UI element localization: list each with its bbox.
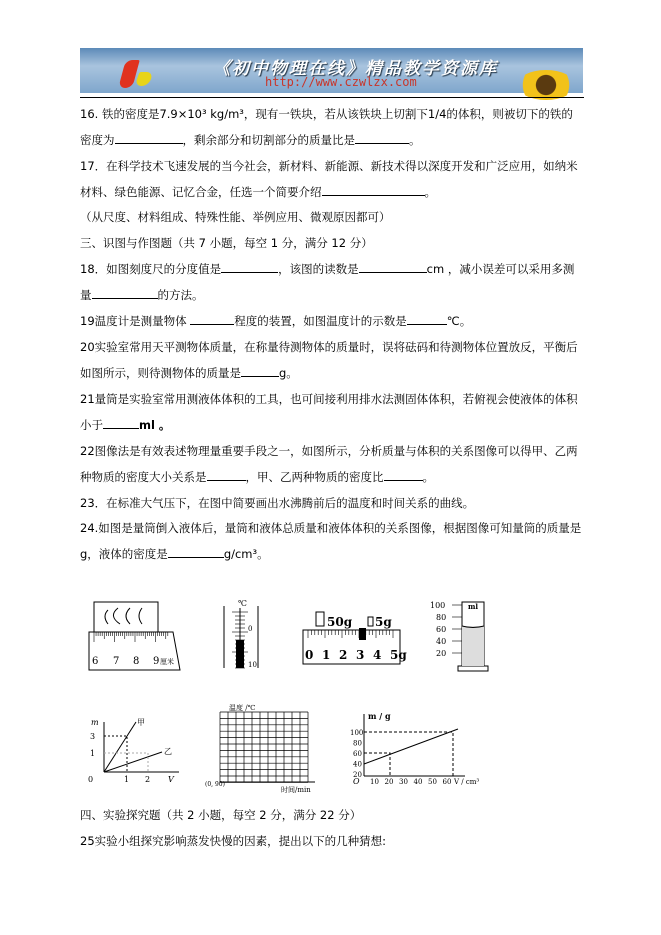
answer-blank[interactable]: [359, 261, 427, 273]
y-axis-label: m / g: [368, 711, 391, 721]
beam-scale: [303, 630, 400, 664]
ruler-figure: [88, 600, 180, 672]
q17-line2: [80, 184, 436, 200]
graduated-cylinder-figure: [430, 598, 494, 674]
sunflower-image: [517, 70, 575, 100]
text: ml 。: [139, 418, 171, 432]
tick-label: 2: [339, 648, 348, 662]
y-tick: 40: [353, 760, 362, 769]
text: 如图所示，则待测物体的质量是: [80, 366, 241, 380]
text: ℃。: [446, 314, 472, 328]
tick-label: 5g: [390, 648, 407, 662]
text: 的方法。: [157, 288, 204, 302]
text: g，液体的密度是: [80, 547, 168, 561]
q25-line: 25实验小组探究影响蒸发快慢的因素，提出以下的几种猜想:: [80, 834, 387, 848]
q20-line2: [80, 365, 298, 381]
answer-blank[interactable]: [207, 469, 246, 481]
x-tick: 10: [370, 778, 379, 786]
x-axis-label: 时间/min: [281, 786, 311, 794]
origin-label: (0, 90): [205, 781, 225, 788]
weight-5g-icon: [368, 617, 373, 626]
tick-label: 6: [92, 656, 99, 667]
q17-hint: （从尺度、材料组成、特殊性能、举例应用、微观原因都可）: [80, 210, 391, 224]
x-tick: 60: [442, 778, 452, 786]
logo-icon-yellow: [134, 72, 153, 86]
q18-line2: [80, 287, 204, 303]
q22-line2: [80, 469, 434, 485]
tick-label: 20: [436, 649, 447, 658]
answer-blank[interactable]: [221, 261, 278, 273]
series-label-jia: 甲: [137, 718, 145, 727]
text: 18．如图刻度尺的分度值是: [80, 262, 222, 276]
series-label-yi: 乙: [164, 747, 172, 756]
x-tick: 1: [124, 775, 130, 784]
unit-label: 厘米: [160, 658, 174, 666]
text: 。: [424, 185, 436, 199]
text: cm ，减小误差可以采用多测: [426, 262, 575, 276]
q20-line1: 20实验室常用天平测物体质量，在称量待测物体的质量时，误将砝码和待测物体位置放反，平衡后: [80, 340, 578, 354]
tick-label: 40: [436, 637, 447, 646]
y-tick: 80: [353, 739, 362, 748]
x-axis-label: V: [168, 775, 174, 784]
text: 。: [409, 133, 421, 147]
x-tick: 50: [428, 778, 437, 786]
y-tick: 3: [90, 732, 96, 741]
q21-line1: 21量筒是实验室常用测液体体积的工具，也可间接利用排水法测固体体积，若俯视会使液体的体积: [80, 392, 578, 406]
q17-line1: 17．在科学技术飞速发展的当今社会，新材料、新能源、新技术得以深度开发和广泛应用，如纳米: [80, 159, 578, 173]
series-yi-line: [104, 752, 162, 772]
answer-blank[interactable]: [168, 546, 224, 558]
header-banner: [80, 48, 583, 93]
q21-line2: [80, 417, 170, 433]
q24-line1: 24.如图是量筒倒入液体后，量筒和液体总质量和液体体积的关系图像，根据图像可知量筒的质量是: [80, 521, 582, 535]
tick-label: 4: [373, 648, 382, 662]
header-rule: [80, 97, 584, 98]
text: ，该图的读数是: [278, 262, 359, 276]
weight-label: 5g: [375, 615, 392, 629]
answer-blank[interactable]: [407, 313, 447, 325]
x-axis-label: V / cm³: [454, 778, 480, 786]
q24-line2: [80, 546, 269, 562]
y-tick: 1: [90, 749, 96, 758]
tick-label: 10: [248, 661, 257, 669]
y-tick: 20: [353, 771, 362, 779]
tick-label: 3: [356, 648, 365, 662]
x-tick: 40: [413, 778, 423, 786]
density-graph-jia-yi: [84, 718, 184, 784]
weight-label: 50g: [327, 615, 353, 629]
tick-label: 0: [305, 648, 314, 662]
q16-line2: [80, 132, 421, 148]
text: 材料、绿色能源、记忆合金，任选一个简要介绍: [80, 185, 322, 199]
answer-blank[interactable]: [190, 313, 234, 325]
data-line: [364, 729, 458, 764]
answer-blank[interactable]: [92, 287, 158, 299]
tick-label: 80: [436, 613, 447, 622]
y-tick: 60: [353, 750, 362, 758]
answer-blank[interactable]: [103, 417, 139, 429]
balance-figure: [303, 604, 407, 666]
text: g/cm³。: [223, 547, 269, 561]
x-tick: 30: [399, 778, 408, 786]
answer-blank[interactable]: [384, 469, 423, 481]
mass-volume-graph: [350, 710, 480, 786]
rider: [359, 628, 366, 640]
text: ，剩余部分和切割部分的质量比是: [182, 133, 355, 147]
unit-label: ℃: [238, 599, 247, 608]
weight-50g-icon: [316, 612, 324, 626]
y-axis-label: 温度 /℃: [229, 704, 256, 712]
text: 量: [80, 288, 92, 302]
tick-label: 1: [322, 648, 331, 662]
text: ，甲、乙两种物质的密度比: [245, 470, 384, 484]
q16-line1: 16. 铁的密度是7.9×10³ kg/m³，现有一铁块，若从该铁块上切割下1/4的体积，则被切下的铁的: [80, 107, 573, 121]
tick-label: 9: [153, 656, 160, 667]
q22-line1: 22图像法是有效表述物理量重要手段之一，如图所示，分析质量与体积的关系图像可以得甲、乙两: [80, 444, 578, 458]
banner-title: 《初中物理在线》精品教学资源库: [213, 59, 498, 79]
q23-line: 23．在标准大气压下，在图中简要画出水沸腾前后的温度和时间关系的曲线。: [80, 496, 475, 510]
q19-line: [80, 313, 471, 329]
text: 密度为: [80, 133, 115, 147]
text: 。: [422, 470, 434, 484]
x-tick: 20: [384, 778, 394, 786]
text: 种物质的密度大小关系是: [80, 470, 207, 484]
liquid: [462, 626, 484, 666]
banner-url: http://www.czwlzx.com: [265, 75, 417, 89]
q18-line1: [80, 261, 574, 277]
tick-label: 0: [248, 625, 253, 633]
tick-label: 60: [436, 625, 447, 634]
thermometer-figure: [218, 596, 263, 672]
tick-label: 8: [133, 656, 140, 667]
text: 19温度计是测量物体: [80, 314, 191, 328]
tick-label: 7: [113, 656, 120, 667]
answer-blank[interactable]: [241, 365, 279, 377]
text: 小于: [80, 418, 103, 432]
answer-blank[interactable]: [115, 132, 183, 144]
x-tick: 2: [145, 775, 151, 784]
origin-label: O: [353, 777, 360, 786]
answer-blank[interactable]: [355, 132, 409, 144]
section3-heading: 三、识图与作图题（共 7 小题，每空 1 分，满分 12 分）: [80, 236, 373, 250]
y-tick: 100: [350, 729, 364, 737]
text: 程度的装置，如图温度计的示数是: [234, 314, 407, 328]
grid-lines: [220, 712, 315, 782]
text: g。: [279, 366, 298, 380]
unit-label: ml: [468, 602, 479, 611]
temperature-time-grid: [205, 702, 320, 794]
section4-heading: 四、实验探究题（共 2 小题，每空 2 分，满分 22 分）: [80, 808, 362, 822]
series-jia-line: [104, 722, 136, 772]
y-axis-label: m: [91, 718, 99, 727]
answer-blank[interactable]: [322, 184, 425, 196]
x-tick: 0: [88, 775, 94, 784]
tick-label: 100: [430, 601, 446, 610]
